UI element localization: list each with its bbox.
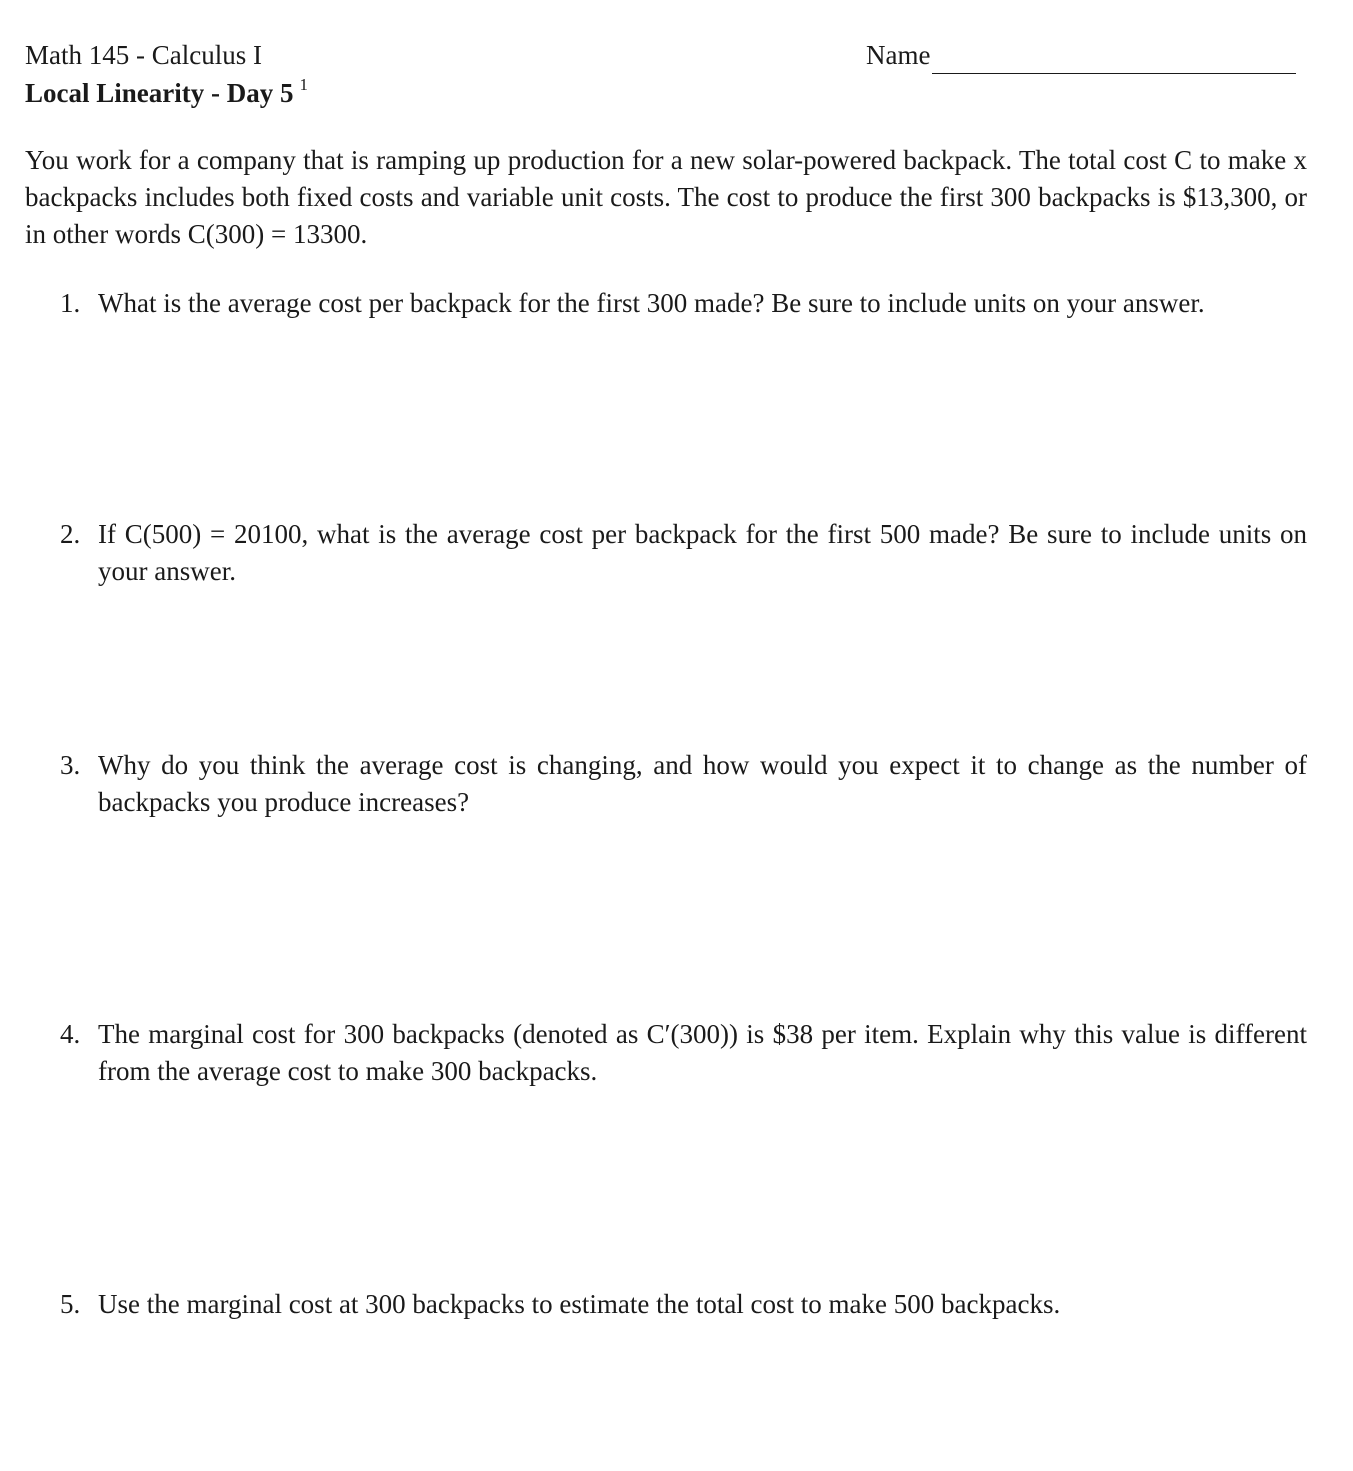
- question-number: 1.: [60, 288, 81, 318]
- question-text: If C(500) = 20100, what is the average cost per backpack for the first 500 made? Be sure to include units on your answer.: [98, 519, 1307, 586]
- question-text: Use the marginal cost at 300 backpacks to estimate the total cost to make 500 backpacks.: [98, 1289, 1061, 1319]
- question-2: [60, 516, 1307, 590]
- worksheet-title: [25, 74, 308, 116]
- question-5: [60, 1286, 1307, 1323]
- intro-paragraph: You work for a company that is ramping up production for a new solar-powered backpack. The total cost C to make x backpacks includes both fixed costs and variable unit costs. The cost to produce the first 300 backpacks is $13,300, or in other words C(300) = 13300.: [25, 145, 1307, 249]
- question-1: [60, 285, 1307, 322]
- question-4: [60, 1016, 1307, 1090]
- worksheet-title-text: Local Linearity - Day 5: [25, 78, 294, 108]
- footnote-mark: 1: [299, 75, 308, 94]
- question-number: 4.: [60, 1019, 81, 1049]
- course-title: Math 145 - Calculus I: [25, 40, 262, 70]
- question-number: 5.: [60, 1289, 81, 1319]
- name-label: Name: [866, 40, 931, 70]
- question-text: The marginal cost for 300 backpacks (denoted as C′(300)) is $38 per item. Explain why this value is different from the average cost to make 300 backpacks.: [98, 1019, 1307, 1086]
- question-text: What is the average cost per backpack for the first 300 made? Be sure to include units on your answer.: [98, 288, 1205, 318]
- header-left: [25, 36, 308, 116]
- question-text: Why do you think the average cost is changing, and how would you expect it to change as the number of backpacks you produce increases?: [98, 750, 1307, 817]
- question-3: [60, 747, 1307, 821]
- name-blank-line[interactable]: [932, 45, 1296, 74]
- name-field: [866, 36, 1296, 74]
- question-number: 2.: [60, 519, 81, 549]
- question-number: 3.: [60, 750, 81, 780]
